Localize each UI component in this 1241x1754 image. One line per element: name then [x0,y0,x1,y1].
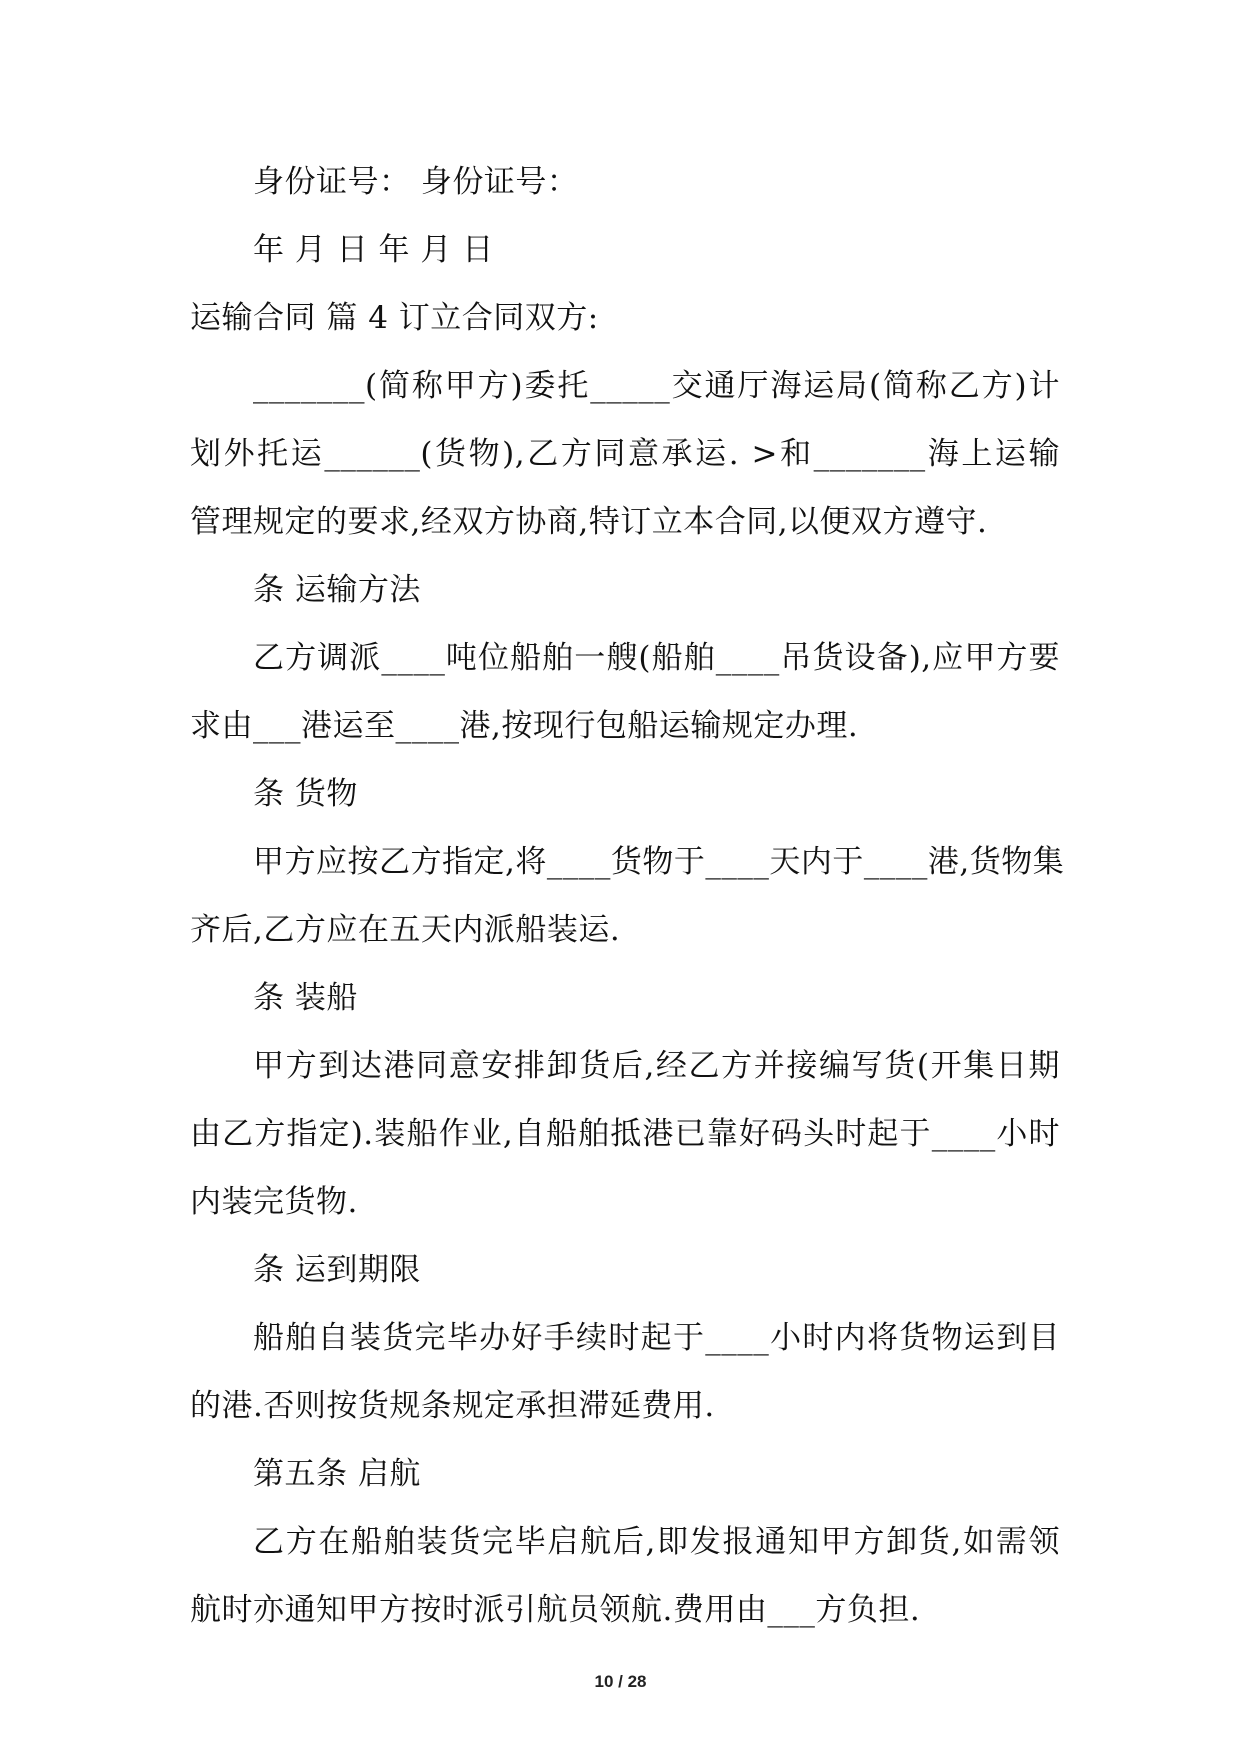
page-number: 10 / 28 [594,1672,647,1691]
paragraph-line: 乙方调派____吨位船舶一艘(船舶____吊货设备),应甲方要 [253,640,1060,676]
clause-heading: 条 运到期限 [253,1252,421,1288]
paragraph-line: 齐后,乙方应在五天内派船装运. [190,912,621,948]
paragraph-line: 划外托运______(货物),乙方同意承运. >和_______海上运输 [190,436,1060,472]
paragraph-line: 乙方在船舶装货完毕启航后,即发报通知甲方卸货,如需领 [253,1524,1060,1560]
paragraph-line: _______(简称甲方)委托_____交通厅海运局(简称乙方)计 [253,368,1060,404]
clause-heading: 条 装船 [253,980,358,1016]
paragraph-line: 的港.否则按货规条规定承担滞延费用. [190,1388,715,1424]
paragraph-line: 内装完货物. [190,1184,358,1220]
clause-heading: 条 运输方法 [253,572,421,608]
paragraph-line: 管理规定的要求,经双方协商,特订立本合同,以便双方遵守. [190,504,988,540]
id-number-line: 身份证号： 身份证号： [253,164,579,200]
clause-heading: 第五条 启航 [253,1456,421,1492]
paragraph-line: 求由___港运至____港,按现行包船运输规定办理. [190,708,859,744]
paragraph-line: 航时亦通知甲方按时派引航员领航.费用由___方负担. [190,1592,921,1628]
paragraph-line: 由乙方指定).装船作业,自船舶抵港已靠好码头时起于____小时 [190,1116,1060,1152]
paragraph-line: 甲方应按乙方指定,将____货物于____天内于____港,货物集 [253,844,1065,880]
clause-heading: 条 货物 [253,776,358,812]
date-line: 年 月 日 年 月 日 [253,232,494,268]
section-heading: 运输合同 篇 4 订立合同双方: [190,300,599,336]
paragraph-line: 船舶自装货完毕办好手续时起于____小时内将货物运到目 [253,1320,1060,1356]
paragraph-line: 甲方到达港同意安排卸货后,经乙方并接编写货(开集日期 [253,1048,1060,1084]
